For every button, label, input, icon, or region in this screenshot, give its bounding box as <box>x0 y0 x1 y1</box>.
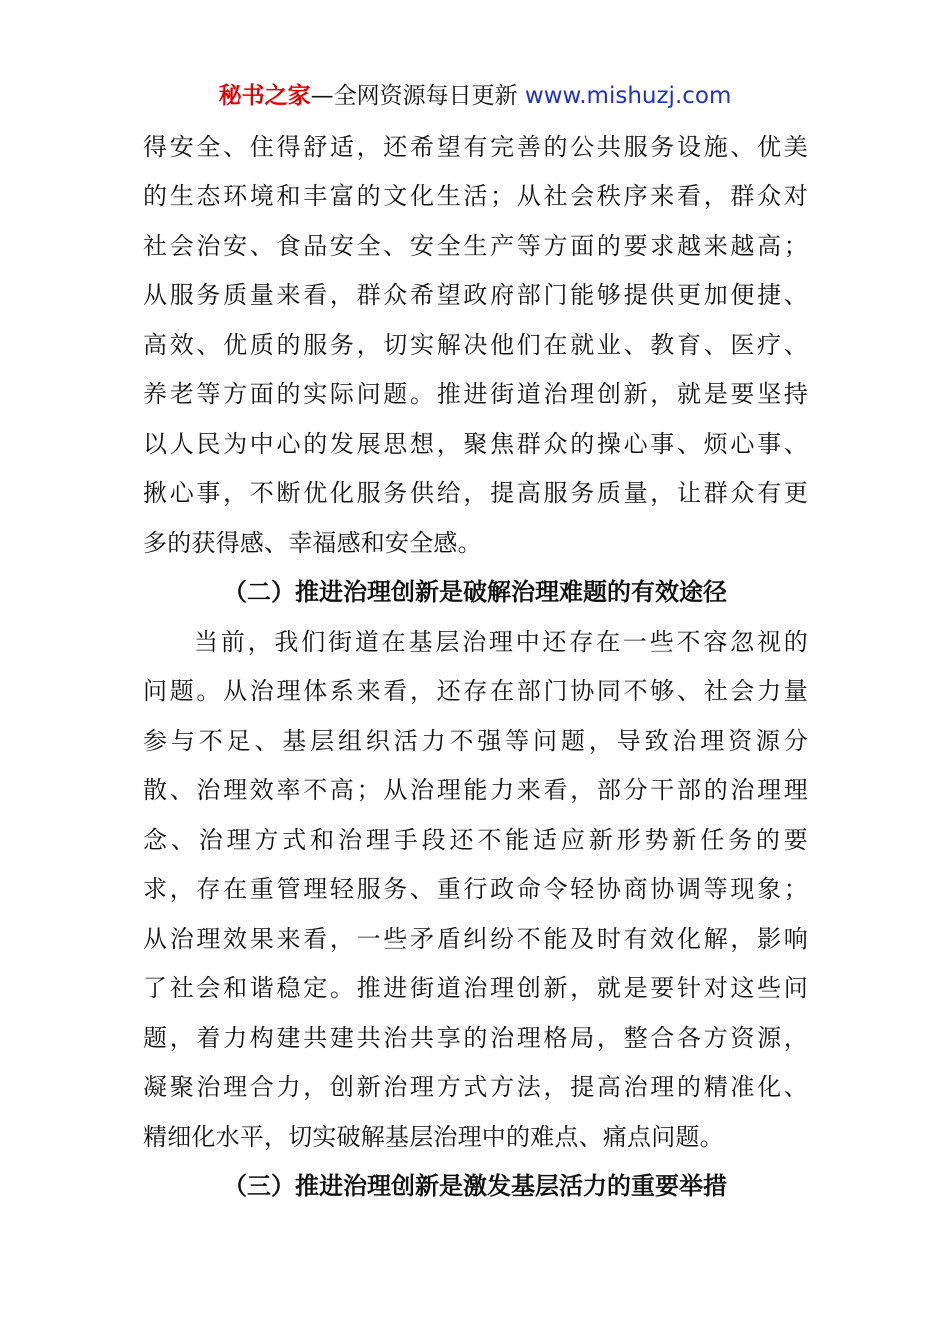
paragraph-line: 得安全、住得舒适，还希望有完善的公共服务设施、优美 <box>143 133 808 161</box>
paragraph-line: 问题。从治理体系来看，还存在部门协同不够、社会力量 <box>143 677 808 705</box>
section-heading-3: （三）推进治理创新是激发基层活力的重要举措 <box>223 1172 727 1200</box>
paragraph-line: 多的获得感、幸福感和安全感。 <box>143 529 482 557</box>
paragraph-line: 求，存在重管理轻服务、重行政命令轻协商协调等现象； <box>143 875 808 903</box>
section-heading-2: （二）推进治理创新是破解治理难题的有效途径 <box>223 578 727 606</box>
paragraph-line: 凝聚治理合力，创新治理方式方法，提高治理的精准化、 <box>143 1073 808 1101</box>
paragraph-line: 了社会和谐稳定。推进街道治理创新，就是要针对这些问 <box>143 974 808 1002</box>
site-url[interactable]: www.mishuzj.com <box>524 83 732 109</box>
header-tagline: —全网资源每日更新 <box>310 83 518 109</box>
paragraph-line: 题，着力构建共建共治共享的治理格局，整合各方资源， <box>143 1024 808 1052</box>
paragraph-line: 散、治理效率不高；从治理能力来看，部分干部的治理理 <box>143 776 808 804</box>
paragraph-line: 养老等方面的实际问题。推进街道治理创新，就是要坚持 <box>143 380 808 408</box>
paragraph-line: 参与不足、基层组织活力不强等问题，导致治理资源分 <box>143 727 808 755</box>
paragraph-line: 揪心事，不断优化服务供给，提高服务质量，让群众有更 <box>143 479 808 507</box>
brand-name: 秘书之家 <box>218 83 311 109</box>
paragraph-line: 精细化水平，切实破解基层治理中的难点、痛点问题。 <box>143 1123 724 1151</box>
paragraph-line: 的生态环境和丰富的文化生活；从社会秩序来看，群众对 <box>143 182 808 210</box>
paragraph-line: 以人民为中心的发展思想，聚焦群众的操心事、烦心事、 <box>143 430 808 458</box>
paragraph-line: 从治理效果来看，一些矛盾纠纷不能及时有效化解，影响 <box>143 925 808 953</box>
paragraph-line: 从服务质量来看，群众希望政府部门能够提供更加便捷、 <box>143 281 808 309</box>
paragraph-line: 高效、优质的服务，切实解决他们在就业、教育、医疗、 <box>143 331 808 359</box>
page-header <box>0 78 950 114</box>
paragraph-line: 念、治理方式和治理手段还不能适应新形势新任务的要 <box>143 826 808 854</box>
paragraph-line: 当前，我们街道在基层治理中还存在一些不容忽视的 <box>194 628 808 656</box>
paragraph-line: 社会治安、食品安全、安全生产等方面的要求越来越高； <box>143 232 808 260</box>
